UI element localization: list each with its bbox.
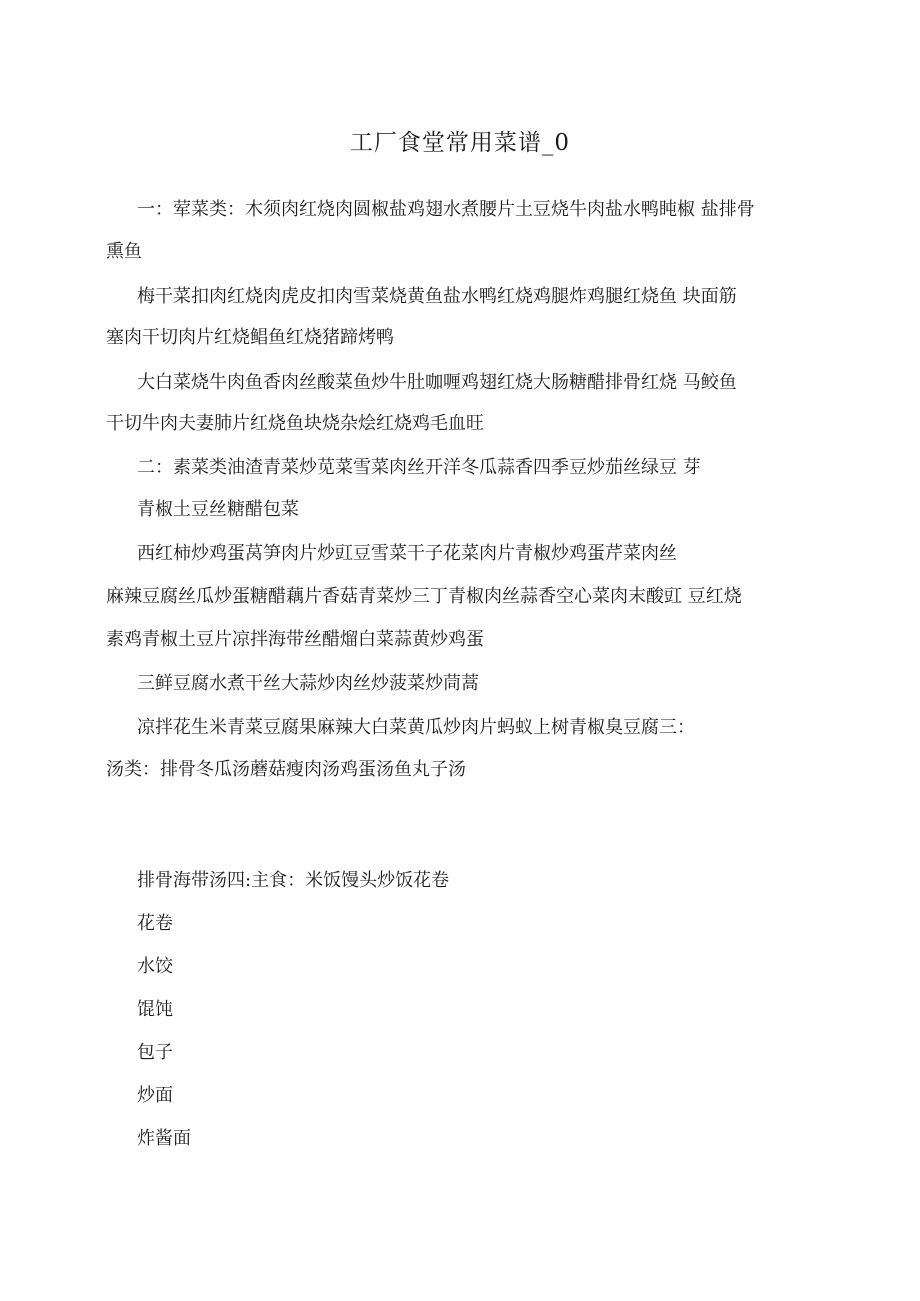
text-line: 水饺 (137, 956, 173, 977)
text-line: 三鲜豆腐水煮干丝大蒜炒肉丝炒菠菜炒茼蒿 (137, 673, 479, 694)
text-line: 梅干菜扣肉红烧肉虎皮扣肉雪菜烧黄鱼盐水鸭红烧鸡腿炸鸡腿红烧鱼 块面筋 (137, 286, 737, 307)
text-line: 排骨海带汤四:主食：米饭馒头炒饭花卷 (137, 870, 450, 891)
text-line: 馄饨 (137, 999, 173, 1020)
text-line: 汤类：排骨冬瓜汤蘑菇瘦肉汤鸡蛋汤鱼丸子汤 (106, 759, 466, 780)
text-line: 炸酱面 (137, 1128, 191, 1149)
text-line: 包子 (137, 1042, 173, 1063)
text-line: 麻辣豆腐丝瓜炒蛋糖醋藕片香菇青菜炒三丁青椒肉丝蒜香空心菜肉末酸豇 豆红烧 (106, 586, 742, 607)
text-line: 塞肉干切肉片红烧鲳鱼红烧猪蹄烤鸭 (106, 327, 394, 348)
text-line: 炒面 (137, 1085, 173, 1106)
text-line: 青椒土豆丝糖醋包菜 (137, 499, 299, 520)
text-line: 熏鱼 (106, 241, 142, 262)
text-line: 凉拌花生米青菜豆腐果麻辣大白菜黄瓜炒肉片蚂蚁上树青椒臭豆腐三： (137, 717, 695, 738)
text-line: 素鸡青椒土豆片凉拌海带丝醋熘白菜蒜黄炒鸡蛋 (106, 629, 484, 650)
text-line: 二：素菜类油渣青菜炒苋菜雪菜肉丝开洋冬瓜蒜香四季豆炒茄丝绿豆 芽 (137, 457, 701, 478)
text-line: 大白菜烧牛肉鱼香肉丝酸菜鱼炒牛肚咖喱鸡翅红烧大肠糖醋排骨红烧 马鲛鱼 (137, 372, 737, 393)
text-line: 花卷 (137, 913, 173, 934)
text-line: 西红柿炒鸡蛋莴笋肉片炒豇豆雪菜干子花菜肉片青椒炒鸡蛋芹菜肉丝 (137, 543, 677, 564)
text-line: 一：荤菜类：木须肉红烧肉圆椒盐鸡翅水煮腰片土豆烧牛肉盐水鸭盹椒 盐排骨 (137, 199, 755, 220)
text-line: 干切牛肉夫妻肺片红烧鱼块烧杂烩红烧鸡毛血旺 (106, 413, 484, 434)
document-title: 工厂食堂常用菜谱_0 (349, 130, 571, 156)
